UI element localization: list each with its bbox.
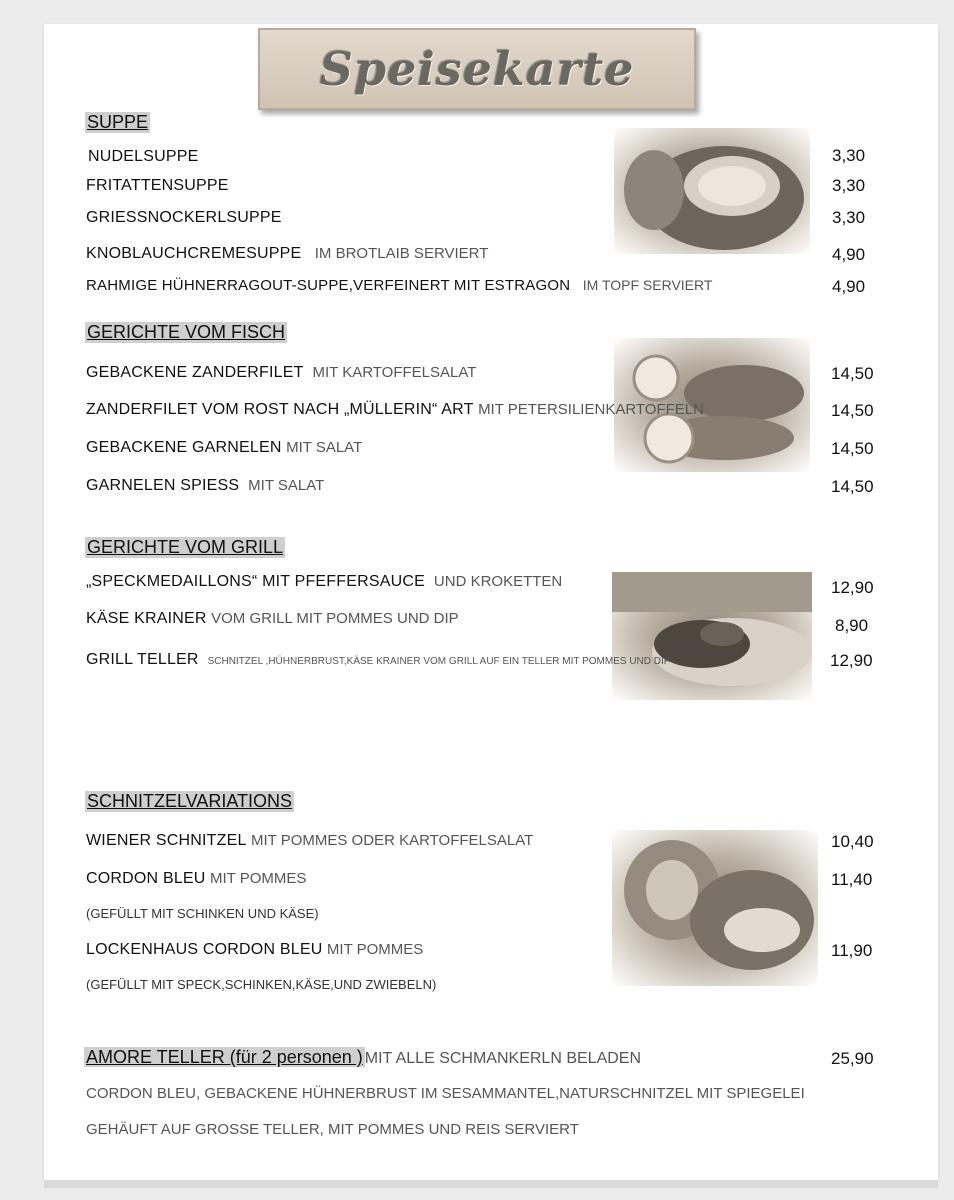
- menu-item-price: 14,50: [831, 477, 874, 496]
- menu-item-price: 10,40: [831, 832, 874, 851]
- menu-item-name: KNOBLAUCHCREMESUPPE: [86, 245, 302, 262]
- menu-item: [86, 245, 488, 263]
- menu-item-name: CORDON BLEU: [86, 870, 206, 887]
- menu-item-price: 14,50: [831, 364, 874, 383]
- menu-item-note: (GEFÜLLT MIT SCHINKEN UND KÄSE): [86, 906, 319, 921]
- menu-item-description: MIT POMMES ODER KARTOFFELSALAT: [251, 832, 534, 849]
- amore-description-line-2: GEHÄUFT AUF GROSSE TELLER, MIT POMMES UND REIS SERVIERT: [86, 1121, 579, 1138]
- menu-item: [86, 610, 459, 628]
- menu-item-price: 11,40: [831, 870, 873, 889]
- menu-item-description: VOM GRILL MIT POMMES UND DIP: [211, 610, 459, 627]
- menu-item-description: MIT ALLE SCHMANKERLN BELADEN: [364, 1050, 642, 1067]
- grill-photo: [612, 572, 812, 700]
- menu-item-price: 8,90: [835, 616, 869, 635]
- soup-photo-image: [614, 128, 810, 254]
- menu-item-description: MIT KARTOFFELSALAT: [312, 364, 477, 381]
- menu-item: [86, 364, 476, 382]
- menu-item-name: GRILL TELLER: [86, 651, 199, 668]
- menu-title-banner: [258, 28, 696, 110]
- menu-item-description: SCHNITZEL ,HÜHNERBRUST,KÄSE KRAINER VOM GRILL AUF EIN TELLER MIT POMMES UND DIP: [207, 656, 671, 667]
- menu-item-name: WIENER SCHNITZEL: [86, 832, 247, 849]
- section-heading-grill: GERICHTE VOM GRILL: [87, 537, 284, 557]
- menu-item-name: ZANDERFILET VOM ROST NACH „MÜLLERIN“ ART: [86, 401, 474, 418]
- menu-item-price: 4,90: [832, 277, 866, 296]
- menu-item: [86, 439, 362, 457]
- menu-item-description: MIT SALAT: [286, 439, 363, 456]
- menu-item-price: 12,90: [830, 651, 873, 670]
- menu-item-price: 25,90: [831, 1049, 874, 1068]
- menu-item-name: NUDELSUPPE: [88, 148, 199, 165]
- grill-photo-image: [612, 572, 812, 700]
- menu-item: [86, 477, 324, 495]
- menu-item-description: MIT SALAT: [248, 477, 325, 494]
- menu-item-price: 14,50: [831, 439, 874, 458]
- menu-item-name: RAHMIGE HÜHNERRAGOUT-SUPPE,VERFEINERT MIT ESTRAGON: [86, 277, 571, 294]
- menu-item-price: 11,90: [831, 941, 873, 960]
- menu-item-name: FRITATTENSUPPE: [86, 177, 229, 194]
- menu-item-description: UND KROKETTEN: [433, 573, 563, 590]
- menu-item-description: IM BROTLAIB SERVIERT: [314, 245, 489, 262]
- menu-item: [86, 941, 423, 959]
- menu-item: [86, 277, 712, 294]
- menu-item: [86, 651, 670, 669]
- menu-item-name: GRIESSNOCKERLSUPPE: [86, 209, 282, 226]
- menu-item-description: MIT POMMES: [210, 870, 307, 887]
- menu-item-description: MIT POMMES: [326, 941, 424, 958]
- menu-item-description: MIT PETERSILIENKARTOFFELN: [478, 401, 704, 418]
- section-heading-suppe: SUPPE: [87, 112, 149, 132]
- menu-item-note: (GEFÜLLT MIT SPECK,SCHINKEN,KÄSE,UND ZWIEBELN): [86, 977, 437, 992]
- menu-item-name: GARNELEN SPIESS: [86, 477, 240, 494]
- page-shadow-bar: [44, 1180, 938, 1188]
- menu-item-price: 12,90: [831, 578, 874, 597]
- menu-item-name: GEBACKENE GARNELEN: [86, 439, 282, 456]
- menu-item-price: 3,30: [832, 208, 866, 227]
- menu-item-name: GEBACKENE ZANDERFILET: [86, 364, 304, 381]
- section-heading-schnitzel: SCHNITZELVARIATIONS: [87, 791, 293, 811]
- menu-item-name: KÄSE KRAINER: [86, 610, 207, 627]
- section-heading-amore: AMORE TELLER (für 2 personen ): [86, 1047, 363, 1067]
- menu-item-price: 3,30: [832, 176, 866, 195]
- schnitzel-photo-image: [612, 830, 818, 986]
- menu-title: Speisekarte: [319, 42, 635, 96]
- menu-item: [86, 870, 306, 888]
- menu-item: [86, 573, 562, 591]
- menu-item: [84, 1047, 641, 1068]
- menu-item-description: IM TOPF SERVIERT: [582, 277, 713, 293]
- menu-item-name: „SPECKMEDAILLONS“ MIT PFEFFERSAUCE: [86, 573, 426, 590]
- soup-photo: [614, 128, 810, 254]
- menu-item: [86, 832, 533, 850]
- amore-description-line-1: CORDON BLEU, GEBACKENE HÜHNERBRUST IM SESAMMANTEL,NATURSCHNITZEL MIT SPIEGELEI: [86, 1085, 805, 1102]
- schnitzel-photo: [612, 830, 818, 986]
- menu-item: [86, 401, 704, 419]
- menu-item-price: 3,30: [832, 146, 866, 165]
- menu-item-price: 14,50: [831, 401, 874, 420]
- section-heading-fisch: GERICHTE VOM FISCH: [87, 322, 286, 342]
- menu-item-name: LOCKENHAUS CORDON BLEU: [86, 941, 323, 958]
- menu-item-price: 4,90: [832, 245, 866, 264]
